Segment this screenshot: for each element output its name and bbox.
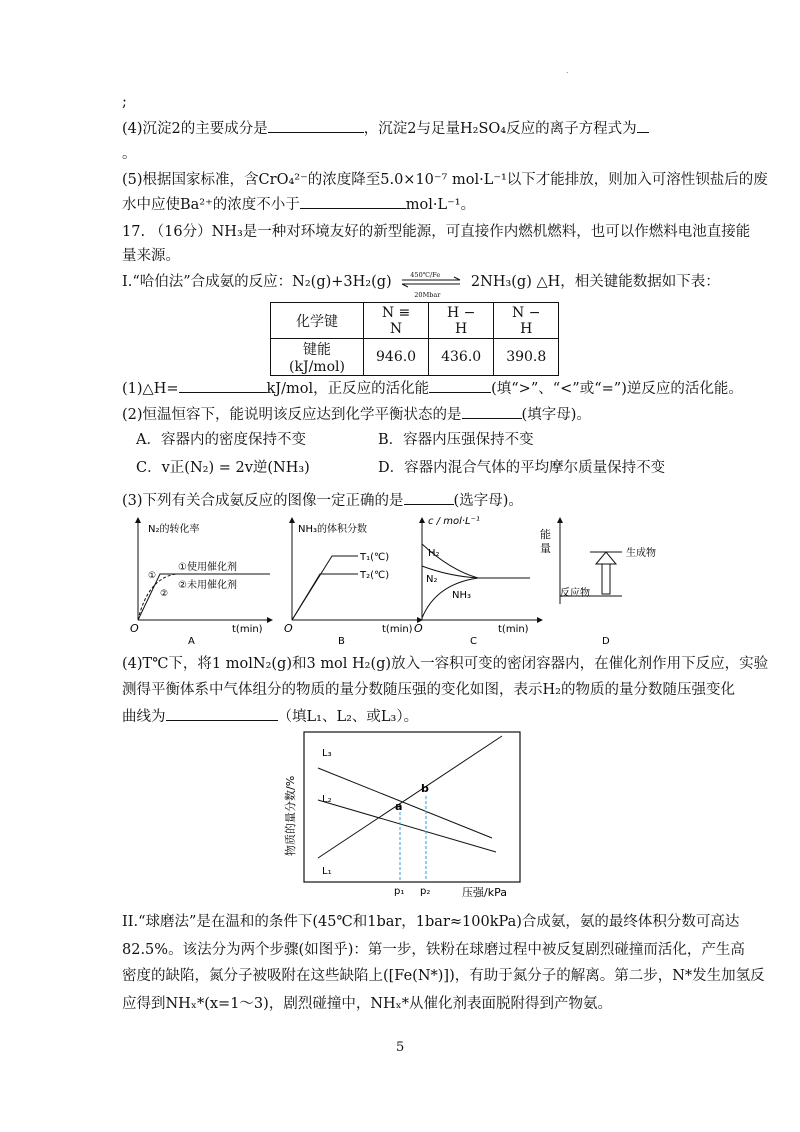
q17-part2	[122, 404, 591, 425]
fig-a-origin: O	[130, 622, 139, 635]
fig-c-nh3: NH₃	[452, 590, 472, 601]
semicolon-line: ;	[122, 94, 127, 110]
p3-end: (选字母)。	[453, 493, 523, 509]
label-l2: L₂	[322, 794, 332, 805]
table-cell: 键能(kJ/mol)	[271, 339, 364, 376]
fig-b-t2: T₂(℃)	[360, 570, 390, 581]
point-a: a	[395, 800, 403, 813]
fig-b-xlabel: t(min)	[382, 624, 413, 635]
tick-p2: p₂	[420, 886, 431, 897]
q17-part4-line2: 测得平衡体系中气体组分的物质的量分数随压强的变化如图，表示H₂的物质的量分数随压强变化	[122, 682, 735, 698]
fig-d-ylabel-1: 能	[540, 528, 551, 541]
p1-text-b: kJ/mol，正反应的活化能	[266, 381, 430, 397]
table-cell: 化学键	[271, 303, 364, 339]
fig-a-marker-1: ①	[148, 571, 157, 581]
fig-a-letter: A	[188, 636, 195, 647]
fig-b-origin: O	[284, 622, 293, 635]
answer-blank[interactable]	[268, 118, 364, 133]
label-l3: L₃	[322, 748, 332, 759]
answer-blank[interactable]	[179, 378, 267, 393]
fig-d-product: 生成物	[626, 548, 656, 559]
label-l1: L₁	[322, 866, 332, 877]
figure-a	[130, 520, 270, 647]
figure-d	[540, 520, 656, 647]
scan-mark: .	[566, 66, 569, 75]
q17-part4-line3	[122, 706, 418, 727]
answer-blank[interactable]	[462, 404, 522, 419]
pressure-fraction-figure	[280, 730, 530, 902]
fig-c-n2: N₂	[426, 574, 438, 585]
table-cell: N − H	[494, 303, 559, 339]
fig-a-marker-2: ②	[160, 589, 169, 599]
arrow-top-label: 450℃/Fe	[410, 271, 441, 279]
fig-a-legend-1: ①使用催化剂	[178, 562, 237, 573]
fig-c-h2: H₂	[428, 548, 440, 559]
part1-reaction	[122, 271, 720, 299]
fig-a-xlabel: t(min)	[232, 624, 263, 635]
fig-c-origin: O	[414, 622, 423, 635]
p2-text: (2)恒温恒容下，能说明该反应达到化学平衡状态的是	[122, 407, 462, 423]
table-cell: 946.0	[364, 339, 429, 376]
q16-part4	[122, 118, 649, 139]
q16-part5-line2	[122, 194, 475, 215]
table-cell: 436.0	[429, 339, 494, 376]
p1-text-a: (1)△H=	[122, 381, 179, 397]
part2-line3: 密度的缺陷，氮分子被吸附在这些缺陷上([Fe(N*)])，有助于氮分子的解离。第二步，N*发生加氢反	[122, 968, 765, 984]
figure-c	[414, 516, 540, 647]
point-b: b	[421, 782, 429, 795]
table-row	[271, 339, 559, 376]
part2-line4: 应得到NHₓ*(x=1～3)，剧烈碰撞中，NHₓ*从催化剂表面脱附得到产物氨。	[122, 996, 613, 1012]
answer-blank[interactable]	[637, 118, 649, 133]
p2-end: (填字母)。	[521, 407, 591, 423]
page-number: 5	[396, 1040, 405, 1055]
fig-b-t1: T₁(℃)	[360, 552, 390, 563]
option-a: A．容器内的密度保持不变	[136, 432, 306, 448]
answer-blank[interactable]	[166, 706, 278, 721]
fig-b-letter: B	[338, 636, 345, 647]
part1-text-b: 2NH₃(g) △H，相关键能数据如下表：	[470, 274, 720, 290]
table-header-row	[271, 303, 559, 339]
option-c: C．v正(N₂) = 2v逆(NH₃)	[136, 460, 310, 476]
reversible-arrow	[400, 271, 462, 299]
q17-part3	[122, 490, 523, 511]
fig-d-reactant: 反应物	[560, 588, 590, 599]
y-axis-label: 物质的量分数/%	[284, 775, 297, 856]
option-d: D．容器内混合气体的平均摩尔质量保持不变	[378, 460, 666, 476]
fig-a-ylabel: N₂的转化率	[148, 524, 200, 535]
q16-p4-text-a: (4)沉淀2的主要成分是	[122, 121, 268, 137]
q17-part4-line1: (4)T℃下，将1 molN₂(g)和3 mol H₂(g)放入一容积可变的密闭容器内，在催化剂作用下反应，实验	[122, 656, 769, 672]
table-cell: 390.8	[494, 339, 559, 376]
figure-b	[284, 520, 420, 647]
answer-blank[interactable]	[300, 194, 406, 209]
q16-p4-end: 。	[122, 146, 137, 162]
part1-text-a: Ⅰ.“哈伯法”合成氨的反应：N₂(g)+3H₂(g)	[122, 274, 392, 290]
answer-blank[interactable]	[429, 378, 491, 393]
answer-blank[interactable]	[404, 490, 454, 505]
fig-a-legend-2: ②未用催化剂	[178, 580, 237, 591]
q16-p5-text-c: mol·L⁻¹。	[405, 197, 476, 213]
q17-intro-line1: 17. （16分）NH₃是一种对环境友好的新型能源，可直接作内燃机燃料，也可以作燃料电池直接能	[122, 224, 751, 240]
p1-text-c: (填“>”、“<”或“=”)逆反应的活化能。	[491, 381, 743, 397]
bond-energy-table	[270, 302, 559, 376]
fig-c-letter: C	[470, 636, 477, 647]
fig-c-ylabel: c / mol·L⁻¹	[428, 516, 480, 527]
p3-text: (3)下列有关合成氨反应的图像一定正确的是	[122, 493, 404, 509]
option-b: B．容器内压强保持不变	[378, 432, 534, 448]
q17-intro-line2: 量来源。	[122, 248, 180, 264]
fig-b-ylabel: NH₃的体积分数	[298, 524, 368, 535]
p4-text-c: 曲线为	[122, 709, 166, 725]
q16-p4-text-b: ，沉淀2与足量H₂SO₄反应的离子方程式为	[363, 121, 637, 137]
p4-text-d: （填L₁、L₂、或L₃）。	[277, 709, 419, 725]
fig-c-xlabel: t(min)	[498, 624, 529, 635]
fig-d-ylabel-2: 量	[540, 542, 551, 555]
part2-line1: II.“球磨法”是在温和的条件下(45℃和1bar，1bar≈100kPa)合成氨，氨的最终体积分数可高达	[122, 914, 740, 930]
q16-p5-text-b: 水中应使Ba²⁺的浓度不小于	[122, 197, 300, 213]
table-cell: H − H	[429, 303, 494, 339]
q17-part1	[122, 378, 743, 399]
table-cell: N ≡ N	[364, 303, 429, 339]
figures-abcd	[120, 512, 660, 648]
fig-d-letter: D	[602, 636, 610, 647]
arrow-bottom-label: 20Mbar	[414, 291, 441, 299]
part2-line2: 82.5%。该法分为两个步骤(如图乎)：第一步，铁粉在球磨过程中被反复剧烈碰撞而活化，产生高	[122, 942, 745, 958]
tick-p1: p₁	[394, 886, 405, 897]
x-axis-label: 压强/kPa	[462, 886, 507, 899]
q16-part5-line1: (5)根据国家标准，含CrO₄²⁻的浓度降至5.0×10⁻⁷ mol·L⁻¹以下才能排放，则加入可溶性钡盐后的废	[122, 172, 768, 188]
